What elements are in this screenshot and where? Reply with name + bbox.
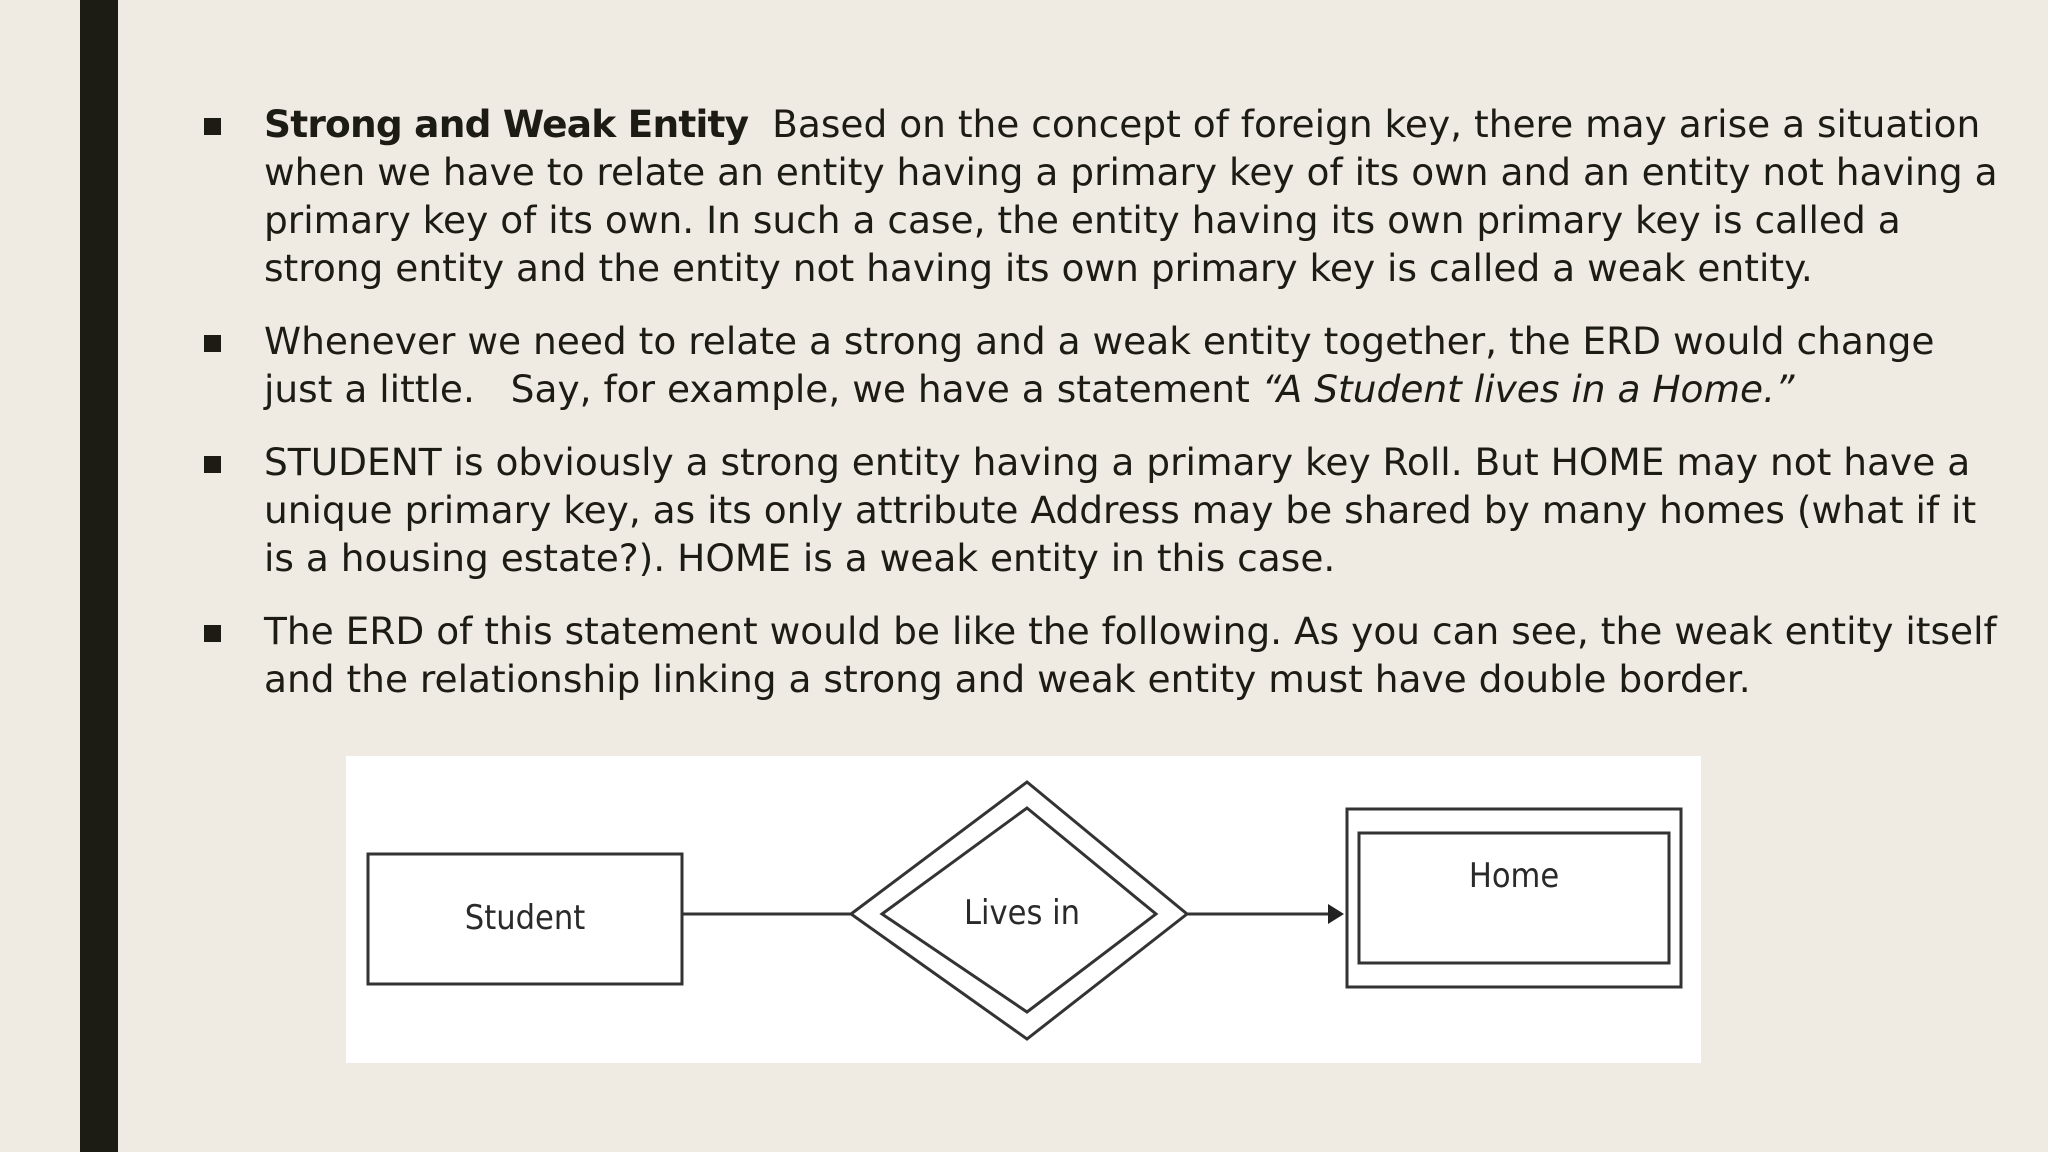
square-bullet-icon [204,118,221,135]
arrowhead-icon [1328,904,1344,924]
bullet-text: Whenever we need to relate a strong and a weak entity together, the ERD would change just a little. Say, for example, we have a statement [264,319,1947,411]
bullet-text: The ERD of this statement would be like the following. As you can see, the weak entity itself and the relationship linking a strong and weak entity must have double border. [264,609,1997,701]
bullet-student-home [196,438,2008,582]
weak-entity-outer-box [1347,809,1681,987]
relationship-label: Lives in [964,893,1080,933]
bullet-strong-weak-entity [196,100,2008,292]
bullet-relate-strong-weak [196,317,2008,413]
strong-entity-label: Student [464,898,586,938]
square-bullet-icon [204,335,221,352]
square-bullet-icon [204,456,221,473]
bullet-erd-description [196,607,2008,703]
erd-diagram [346,756,1701,1063]
bullet-text: Based on the concept of foreign key, there may arise a situation when we have to relate an entity having a primary key of its own and an entity not having a primary key of its own. In such a case, the entity having its own primary key is called a strong entity and the entity not having its own primary key is called a weak entity. [264,102,1998,290]
weak-entity-label: Home [1468,856,1560,896]
square-bullet-icon [204,625,221,642]
bullet-list [196,100,2008,703]
example-statement: “A Student lives in a Home.” [1261,367,1795,411]
slide-content [196,100,2008,728]
erd-diagram-svg [346,756,1701,1063]
bullet-lead-heading: Strong and Weak Entity [264,102,749,146]
weak-entity-inner-box [1359,833,1669,963]
bullet-text: STUDENT is obviously a strong entity having a primary key Roll. But HOME may not have a unique primary key, as its only attribute Address may be shared by many homes (what if it is a housing estate?). HOME is a weak entity in this case. [264,440,1977,580]
left-accent-bar [80,0,118,1152]
